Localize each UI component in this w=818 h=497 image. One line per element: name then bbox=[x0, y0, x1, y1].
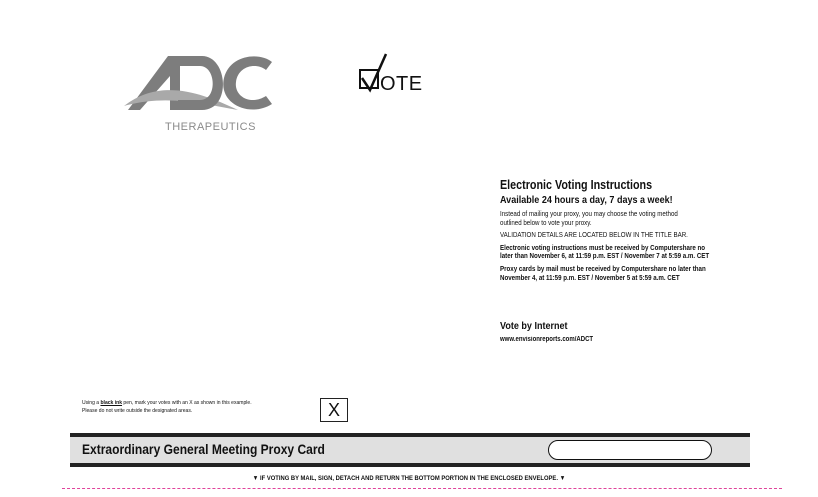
marking-suffix: pen, mark your votes with an X as shown in this example. bbox=[122, 400, 252, 406]
marking-instructions bbox=[82, 400, 252, 415]
validation-details-field bbox=[548, 440, 712, 460]
validation-note: VALIDATION DETAILS ARE LOCATED BELOW IN THE TITLE BAR. bbox=[500, 230, 688, 240]
black-ink-emphasis: black ink bbox=[100, 400, 123, 406]
title-bar bbox=[70, 437, 750, 463]
deadline-line: November 4, at 11:59 p.m. EST / November 5 at 5:59 a.m. CET bbox=[500, 272, 680, 282]
deadline-line: Electronic voting instructions must be received by Computershare no bbox=[500, 242, 706, 252]
vote-by-internet-title: Vote by Internet bbox=[500, 320, 568, 332]
example-x-mark: X bbox=[327, 400, 340, 420]
marking-line bbox=[82, 400, 252, 408]
vote-text: OTE bbox=[380, 73, 423, 95]
electronic-deadline bbox=[500, 244, 775, 261]
deadline-line: Proxy cards by mail must be received by Computershare no later than bbox=[500, 263, 706, 273]
detach-instruction: ▼ IF VOTING BY MAIL, SIGN, DETACH AND RETURN THE BOTTOM PORTION IN THE ENCLOSED ENVELOPE. ▼ bbox=[252, 475, 566, 482]
detach-cut-line bbox=[62, 488, 782, 489]
proxy-card-title: Extraordinary General Meeting Proxy Card bbox=[82, 441, 325, 457]
instructions-paragraph bbox=[500, 210, 775, 227]
example-mark-box bbox=[320, 398, 348, 422]
instructions-subtitle: Available 24 hours a day, 7 days a week! bbox=[500, 194, 673, 206]
paragraph-line: Instead of mailing your proxy, you may choose the voting method bbox=[500, 209, 678, 218]
vote-checkmark-logo bbox=[358, 52, 423, 96]
paragraph-line: outlined below to vote your proxy. bbox=[500, 217, 592, 227]
logo-subtitle: THERAPEUTICS bbox=[165, 121, 256, 133]
marking-line: Please do not write outside the designated areas. bbox=[82, 407, 193, 414]
electronic-voting-instructions bbox=[500, 178, 818, 282]
instructions-title: Electronic Voting Instructions bbox=[500, 178, 653, 192]
vote-by-internet-url[interactable]: www.envisionreports.com/ADCT bbox=[500, 336, 594, 343]
mail-deadline bbox=[500, 265, 775, 282]
marking-prefix: Using a bbox=[82, 400, 101, 406]
deadline-line: later than November 6, at 11:59 p.m. EST / November 7 at 5:59 a.m. CET bbox=[500, 251, 710, 261]
title-bar-bottom-rule bbox=[70, 463, 750, 467]
